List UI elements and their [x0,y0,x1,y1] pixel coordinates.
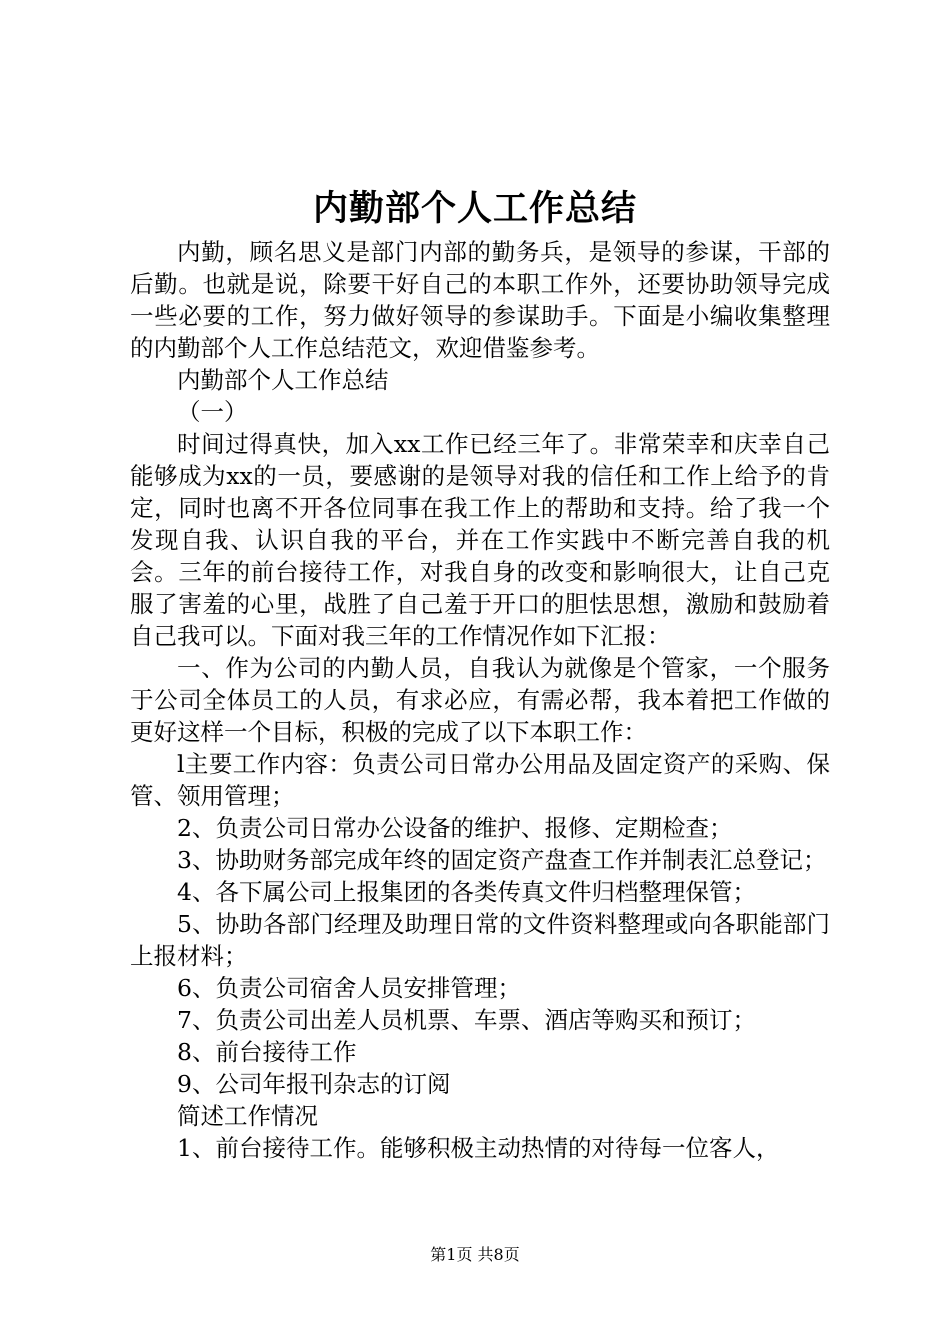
paragraph-item-4: 4、各下属公司上报集团的各类传真文件归档整理保管； [177,878,756,906]
paragraph-item-1: l主要工作内容：负责公司日常办公用品及固定资产的采购、保管、领用管理； [130,750,830,810]
document-body [130,236,830,1164]
paragraph-summary-heading: 简述工作情况 [177,1102,318,1130]
paragraph-item-3: 3、协助财务部完成年终的固定资产盘查工作并制表汇总登记； [177,846,827,874]
paragraph-intro: 内勤，顾名思义是部门内部的勤务兵，是领导的参谋，干部的后勤。也就是说，除要干好自己的本职工作外，还要协助领导完成一些必要的工作，努力做好领导的参谋助手。下面是小编收集整理的内勤部个人工作总结范文，欢迎借鉴参考。 [130,238,830,362]
paragraph-item-2: 2、负责公司日常办公设备的维护、报修、定期检查； [177,814,733,842]
document-title: 内勤部个人工作总结 [312,188,637,229]
paragraph-item-5: 5、协助各部门经理及助理日常的文件资料整理或向各职能部门上报材料； [130,910,830,970]
paragraph-item-9: 9、公司年报刊杂志的订阅 [177,1070,451,1098]
paragraph-item-6: 6、负责公司宿舍人员安排管理； [177,974,521,1002]
paragraph-section-number: （一） [177,398,248,426]
paragraph-opening: 时间过得真快，加入xx工作已经三年了。非常荣幸和庆幸自己能够成为xx的一员，要感谢的是领导对我的信任和工作上给予的肯定，同时也离不开各位同事在我工作上的帮助和支持。给了我一个发现自我、认识自我的平台，并在工作实践中不断完善自我的机会。三年的前台接待工作，对我自身的改变和影响很大，让自己克服了害羞的心里，战胜了自己羞于开口的胆怯思想，激励和鼓励着自己我可以。下面对我三年的工作情况作如下汇报： [130,430,830,650]
paragraph-summary-1: 1、前台接待工作。能够积极主动热情的对待每一位客人， [177,1134,780,1162]
paragraph-item-8: 8、前台接待工作 [177,1038,357,1066]
paragraph-section-one: 一、作为公司的内勤人员，自我认为就像是个管家，一个服务于公司全体员工的人员，有求必应，有需必帮，我本着把工作做的更好这样一个目标，积极的完成了以下本职工作： [130,654,830,746]
page-footer: 第1页 共8页 [430,1245,520,1264]
paragraph-item-7: 7、负责公司出差人员机票、车票、酒店等购买和预订； [177,1006,756,1034]
paragraph-subtitle: 内勤部个人工作总结 [177,366,389,394]
